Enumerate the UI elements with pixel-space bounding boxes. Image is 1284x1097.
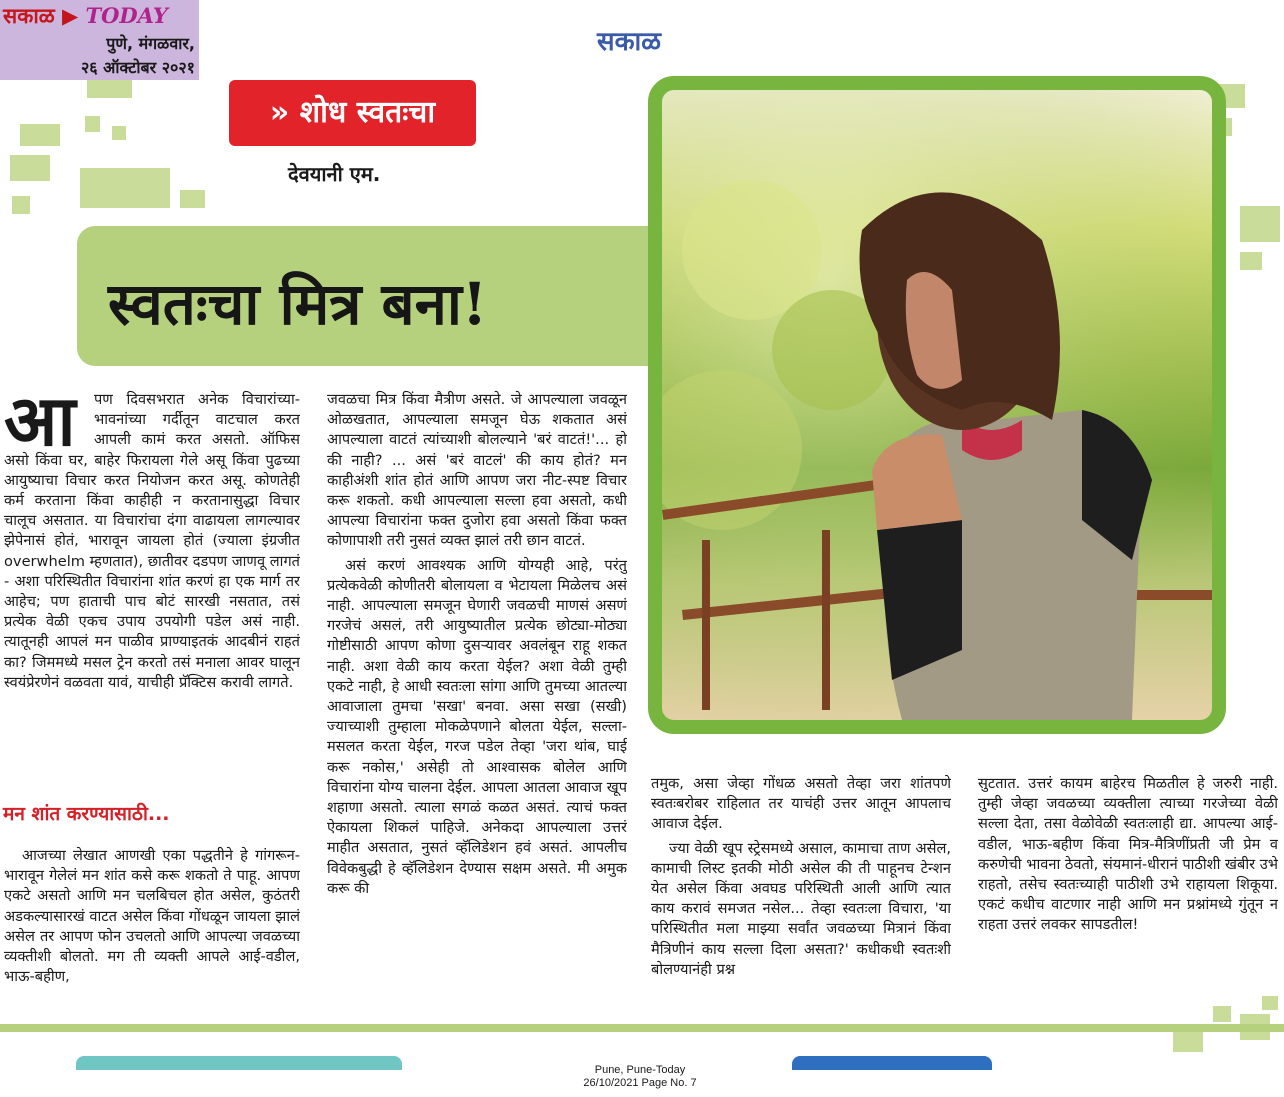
page-footer	[560, 1064, 720, 1090]
footer-edition: Pune, Pune-Today	[594, 1064, 686, 1076]
paragraph: आजच्या लेखात आणखी एका पद्धतीने हे गांगरून-भारावून गेलेलं मन शांत कसे करू शकतो ते पाहू. आपण एकटे असतो आणि मन चलबिचल होत असेल, कुठंतरी अडकल्यासारखं वाटत असेल किंवा गोंधळून जायला झालं असेल तर आपण फोन उचलतो आणि आपल्या जवळच्या व्यक्तीशी बोलतो. मग ती व्यक्ती आपले आई-वडील, भाऊ-बहीण,	[4, 847, 300, 986]
article-column-4	[978, 774, 1278, 974]
article-photo	[648, 76, 1226, 734]
drop-cap-space	[4, 390, 94, 448]
article-column-1-lower	[4, 846, 300, 1018]
subheading: मन शांत करण्यासाठी...	[3, 803, 170, 825]
drop-cap: आ	[4, 379, 76, 462]
footer-rule	[0, 1024, 1284, 1032]
article-column-3	[651, 774, 951, 1018]
intro-paragraph	[4, 390, 300, 693]
paragraph: सुटतात. उत्तरं कायम बाहेरच मिळतील हे जरुरी नाही. तुम्ही जेव्हा जवळच्या व्यक्तीला त्याच्या गरजेच्या वेळी सल्ला देता, तसा वेळोवेळी स्वतःलाही द्या. आपल्या आई-वडील, भाऊ-बहीण किंवा मित्र-मैत्रिणींप्रती जी प्रेम व करुणेची भावना ठेवतो, संयमानं-धीरानं पाठीशी खंबीर उभे राहतो, तसेच स्वतःच्याही पाठीशी उभे राहायला शिकूया. एकटं कधीच वाटणार नाही आणि मन प्रश्नांमध्ये गुंतून न राहता उत्तरं लवकर सापडतील!	[978, 775, 1278, 934]
woman-photo-illustration	[662, 90, 1212, 720]
masthead-city-day: पुणे, मंगळवार,	[106, 34, 195, 53]
brand-sakal: सकाळ	[3, 4, 55, 28]
article-column-1	[4, 390, 300, 776]
intro-text: पण दिवसभरात अनेक विचारांच्या-भावनांच्या गर्दीतून वाटचाल करत आपली कामं करत असतो. ऑफिस असो किंवा घर, बाहेर फिरायला गेले असू किंवा पुढच्या आयुष्याचा विचार करत नियोजन करत असू. कोणतेही कर्म करताना किंवा काहीही न करतानासुद्धा विचार चालूच असतात. या विचारांचा दंगा वाढायला लागल्यावर झेपेनासं होतं, भारावून जायला होतं (ज्याला इंग्रजीत overwhelm म्हणतात), छातीवर दडपण जाणवू लागतं - अशा परिस्थितीत विचारांना शांत करणं हा एक मार्ग तर आहेच; पण हाताची पाच बोटं सारखी नसतात, तसं प्रत्येक वेळी एकच उपाय उपयोगी पडेल असं नाही. त्यातूनही आपलं मन पाळीव प्राण्याइतकं आदबीनं राहतं का? जिममध्ये मसल ट्रेन करतो तसं मनाला आवर घालून स्वयंप्रेरणेनं वळवता यावं, याचीही प्रॅक्टिस करावी लागते.	[4, 391, 300, 691]
article-column-2	[327, 390, 627, 1018]
masthead-logo: सकाळ ▶ TODAY	[3, 3, 168, 28]
footer-blue-tab	[792, 1056, 992, 1070]
author-byline: देवयानी एम.	[288, 162, 381, 186]
footer-teal-tab	[76, 1056, 402, 1070]
masthead	[0, 0, 199, 80]
paragraph: जवळचा मित्र किंवा मैत्रीण असते. जे आपल्याला जवळून ओळखतात, आपल्याला समजून घेऊ शकतात असं आपल्याला वाटतं त्यांच्याशी बोलल्याने 'बरं वाटतं!'... हो की नाही? ... असं 'बरं वाटलं' की काय होतं? मन काहीअंशी शांत होतं आणि आपण जरा नीट-स्पष्ट विचार करू शकतो. कधी आपल्याला सल्ला हवा असतो, कधी आपल्या विचारांना फक्त दुजोरा हवा असतो किंवा फक्त कोणापाशी तरी नुसतं व्यक्त झालं तरी छान वाटतं.	[327, 391, 627, 550]
brand-today: TODAY	[85, 3, 168, 28]
paragraph: असं करणं आवश्यक आणि योग्यही आहे, परंतु प्रत्येकवेळी कोणीतरी बोलायला व भेटायला मिळेलच असं नाही. आपल्याला समजून घेणारी जवळची माणसं असणं गरजेचं असलं, तरी आयुष्यातील प्रत्येक छोट्या-मोठ्या गोष्टीसाठी आपण कोणा दुसऱ्यावर अवलंबून राहू शकत नाही. अशा वेळी काय करता येईल? अशा वेळी तुम्ही एकटे नाही, हे आधी स्वतःला सांगा आणि तुमच्या आतल्या आवाजाला तुमचा 'सखा' बनवा. असा सखा (सखी) ज्याच्याशी तुम्हाला मोकळेपणाने बोलता येईल, सल्ला-मसलत करता येईल, गरज पडेल तेव्हा 'जरा थांब, घाई करू नकोस,' असेही तो आश्वासक बोलेल आणि विचारांना योग्य चालना देईल. आपला आतला आवाज खूप शहाणा असतो. त्याला सगळं कळत असतं. त्याचं फक्त ऐकायला शिकलं पाहिजे. अनेकदा आपल्याला उत्तरं माहीत असतात, नुसतं व्हॅलिडेशन हवं असतं. आपलीच विवेकबुद्धी हे व्हॅलिडेशन देण्यास सक्षम असते. मी अमुक करू की	[327, 556, 627, 897]
footer-date-page: 26/10/2021 Page No. 7	[583, 1077, 697, 1089]
masthead-date: २६ ऑक्टोबर २०२१	[80, 58, 195, 77]
center-logo: सकाळ	[597, 27, 662, 57]
paragraph: ज्या वेळी खूप स्ट्रेसमध्ये असाल, कामाचा ताण असेल, कामाची लिस्ट इतकी मोठी असेल की ती पाहूनच टेन्शन येत असेल किंवा अवघड परिस्थिती आली आणि त्यात काय करावं समजत नसेल... तेव्हा स्वतःला विचारा, 'या परिस्थितीत मला माझ्या सर्वांत जवळच्या मित्रानं किंवा मैत्रिणीनं काय सल्ला दिला असता?' कधीकधी स्वतःशी बोलण्यानंही प्रश्न	[651, 839, 951, 978]
column-tag: » शोध स्वतःचा	[229, 80, 476, 146]
paragraph: तमुक, असा जेव्हा गोंधळ असतो तेव्हा जरा शांतपणे स्वतःबरोबर राहिलात तर याचंही उत्तर आतून आपलाच आवाज देईल.	[651, 775, 951, 833]
headline: स्वतःचा मित्र बना!	[108, 270, 488, 338]
